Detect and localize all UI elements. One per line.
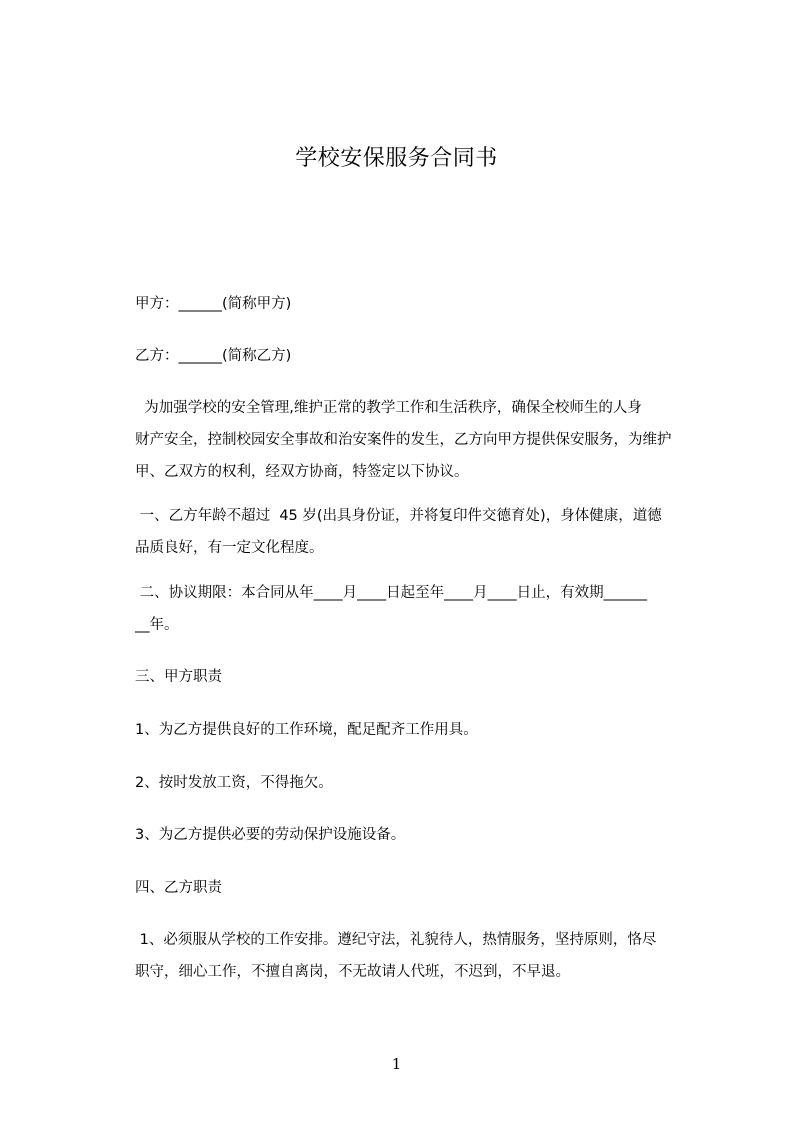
section-3-item-3: 3、为乙方提供必要的劳动保护设施设备。 [135, 827, 406, 843]
intro-line-2: 财产安全，控制校园安全事故和治安案件的发生，乙方向甲方提供保安服务，为维护 [135, 432, 672, 448]
section-4-item-1-line-2: 职守，细心工作，不擅自离岗，不无故请人代班，不迟到，不早退。 [135, 964, 570, 980]
clause-2-line-1: 二、协议期限：本合同从年____月____日起至年____月____日止，有效期______ [135, 585, 648, 601]
section-3-item-2: 2、按时发放工资，不得拖欠。 [135, 775, 333, 791]
intro-line-3: 甲、乙双方的权利，经双方协商，特签定以下协议。 [135, 464, 469, 480]
section-3-title: 三、甲方职责 [135, 669, 222, 685]
clause-1-line-2: 品质良好，有一定文化程度。 [135, 540, 324, 556]
clause-2-paragraph [135, 577, 707, 641]
intro-line-1: 为加强学校的安全管理,维护正常的教学工作和生活秩序，确保全校师生的人身 [135, 400, 642, 416]
section-3-item-1: 1、为乙方提供良好的工作环境，配足配齐工作用具。 [135, 722, 478, 738]
party-a-line: 甲方：______(简称甲方) [135, 296, 292, 312]
section-4-item-1-paragraph [135, 924, 707, 988]
clause-2-line-2: __年。 [135, 617, 179, 633]
party-b-line: 乙方：______(简称乙方) [135, 348, 292, 364]
clause-1-paragraph [135, 500, 707, 564]
page-number: 1 [391, 1055, 402, 1073]
section-4-item-1-line-1: 1、必须服从学校的工作安排。遵纪守法，礼貌待人，热情服务，坚持原则，恪尽 [135, 932, 657, 948]
clause-1-line-1: 一、乙方年龄不超过 45 岁(出具身份证，并将复印件交德育处)，身体健康，道德 [135, 508, 662, 524]
document-title: 学校安保服务合同书 [295, 146, 498, 171]
section-4-title: 四、乙方职责 [135, 880, 222, 896]
intro-paragraph [135, 392, 707, 488]
